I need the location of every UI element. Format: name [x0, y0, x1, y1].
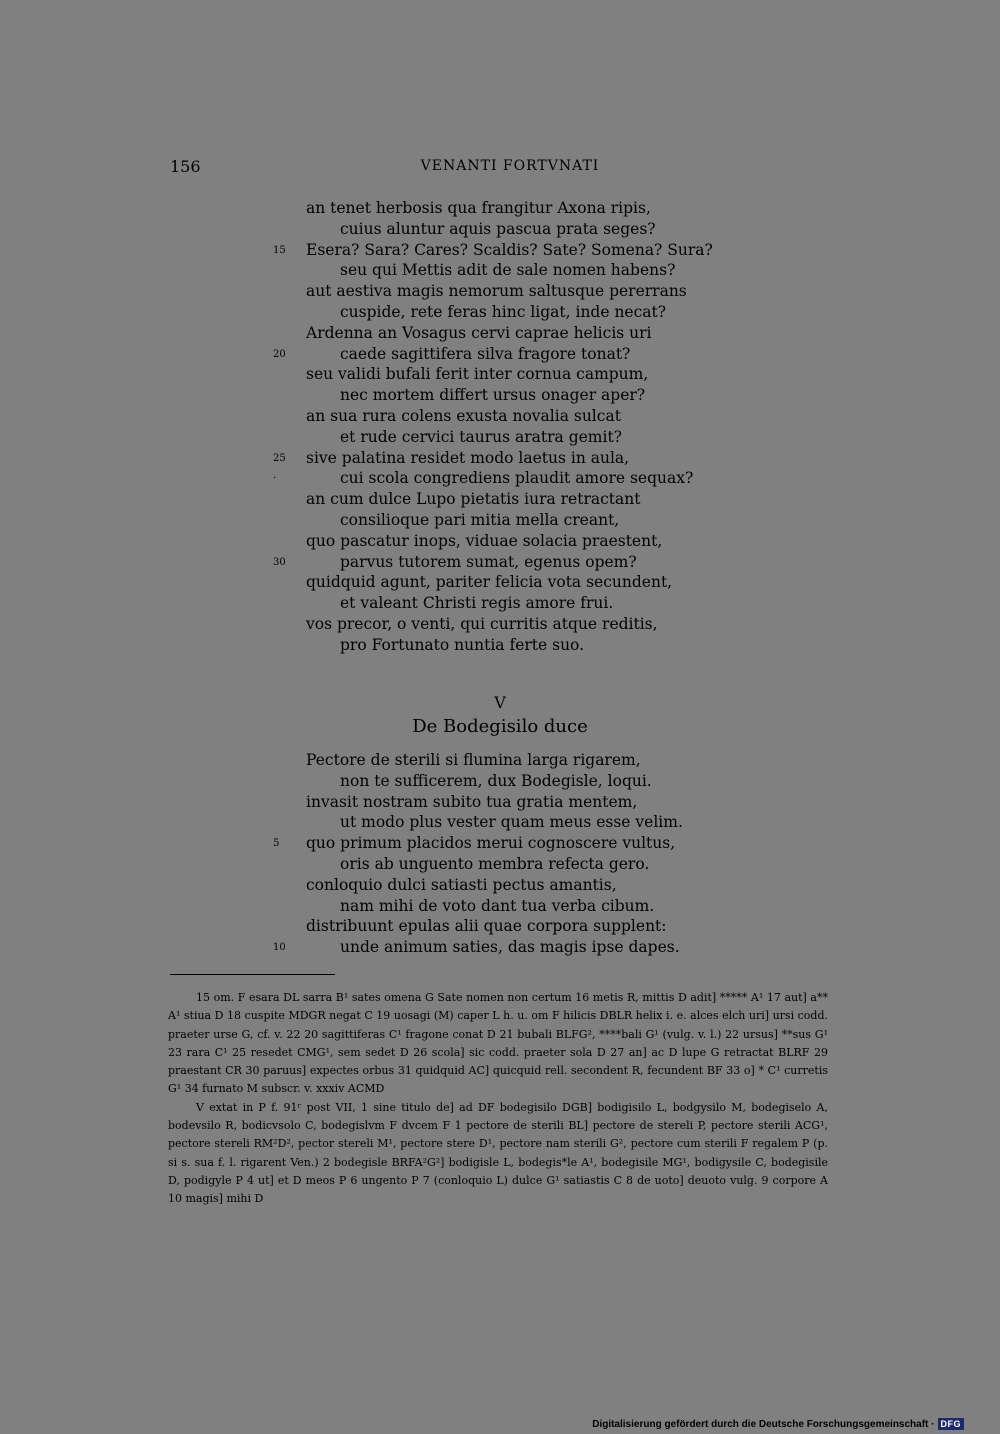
page-number: 156 [170, 157, 201, 176]
verse-line: non te sufficerem, dux Bodegisle, loqui. [340, 771, 652, 790]
line-number: 10 [273, 942, 286, 954]
verse-line: et valeant Christi regis amore frui. [340, 594, 614, 613]
verse-line: an cum dulce Lupo pietatis iura retractant [306, 490, 641, 509]
verse-line: cuius aluntur aquis pascua prata seges? [340, 219, 656, 238]
verse-line: oris ab unguento membra refecta gero. [340, 855, 650, 873]
verse-line: parvus tutorem sumat, egenus opem? [340, 552, 637, 571]
verse-line: seu qui Mettis adit de sale nomen habens? [340, 261, 676, 280]
line-number: · [273, 473, 277, 485]
verse-line: seu validi bufali ferit inter cornua campum, [306, 365, 649, 384]
line-number: 30 [273, 556, 286, 568]
line-number: 5 [273, 838, 280, 850]
verse-line: vos precor, o venti, qui curritis atque reditis, [306, 615, 658, 633]
verse-line: nam mihi de voto dant tua verba cibum. [340, 896, 655, 915]
verse-line: pro Fortunato nuntia ferte suo. [340, 635, 585, 654]
footnote-rule [170, 974, 335, 975]
verse-line: cuspide, rete feras hinc ligat, inde necat? [340, 303, 667, 321]
apparatus-paragraph-2: V extat in P f. 91ʳ post VII, 1 sine titulo de] ad DF bodegisilo DGB] bodigisilo L, bodgysilo M, bodegiselo A, bodevsilo R, bodicvsolo C, bodegislvm F dvcem F 1 pectore de sterili BL] pectore de stereli P, pectore sterili ACG¹, pectore stereli RM²D², pector stereli M¹, pectore stere D¹, pectore nam sterili G², pectore cum sterili F regalem P (p. si s. sua f. l. rigarent Ven.) 2 bodegisle BRFA²G²] bodigisle L, bodegis*le A¹, bodegisile MG¹, bodigysile C, bodegisile D, podigyle P 4 ut] et D meos P 6 ungento P 7 (conloquio L) dulce G¹ satiastis C 8 de uoto] deuoto vulg. 9 corpore A 10 magis] mihi D [168, 1100, 828, 1206]
verse-line: caede sagittifera silva fragore tonat? [340, 344, 631, 363]
verse-line: ut modo plus vester quam meus esse velim. [340, 813, 683, 832]
verse-line: consilioque pari mitia mella creant, [340, 511, 620, 529]
verse-line: conloquio dulci satiasti pectus amantis, [306, 875, 617, 894]
verse-line: nec mortem differt ursus onager aper? [340, 386, 646, 405]
verse-line: Pectore de sterili si flumina larga rigarem, [306, 751, 641, 769]
section-number: V [494, 693, 506, 712]
verse-line: et rude cervici taurus aratra gemit? [340, 427, 622, 446]
verse-line: cui scola congrediens plaudit amore sequax? [340, 469, 694, 488]
line-number: 20 [273, 348, 286, 360]
verse-line: aut aestiva magis nemorum saltusque pererrans [306, 282, 687, 301]
critical-apparatus [168, 989, 828, 1209]
dfg-logo: DFG [938, 1418, 965, 1430]
verse-line: invasit nostram subito tua gratia mentem, [306, 792, 638, 811]
verse-line: Esera? Sara? Cares? Scaldis? Sate? Somena? Sura? [306, 240, 713, 259]
verse-line: quidquid agunt, pariter felicia vota secundent, [306, 573, 673, 592]
line-number: 25 [273, 452, 286, 464]
funding-text: Digitalisierung gefördert durch die Deutsche Forschungsgemeinschaft · [592, 1419, 935, 1430]
verse-line: distribuunt epulas alii quae corpora supplent: [306, 917, 667, 936]
apparatus-paragraph-1: 15 om. F esara DL sarra B¹ sates omena G Sate nomen non certum 16 metis R, mittis D adit] ***** A¹ 17 aut] a** A¹ stiua D 18 cuspite MDGR negat C 19 uosagi (M) caper L h. u. om F hilicis DBLR helix i. e. alces elch uri] ursi codd. praeter urse G, cf. v. 22 20 sagittiferas C¹ fragone conat D 21 bubali BLFG², ****bali G¹ (vulg. v. l.) 22 ursus] **sus G¹ 23 rara C¹ 25 resedet CMG¹, sem sedet D 26 scola] sic codd. praeter sola D 27 an] ac D lupe G retractat BLRF 29 praestant CR 30 paruus] expectes orbus 31 quidquid AC] quicquid rell. secondent R, fecundent BF 33 o] * C¹ curretis G¹ 34 furnato M subscr. v. xxxiv ACMD [168, 991, 828, 1096]
verse-line: an sua rura colens exusta novalia sulcat [306, 407, 621, 425]
line-number: 15 [273, 244, 286, 256]
running-head: VENANTI FORTVNATI [420, 158, 600, 174]
verse-line: Ardenna an Vosagus cervi caprae helicis uri [306, 323, 652, 342]
poem-title: De Bodegisilo duce [412, 716, 588, 737]
verse-line: quo primum placidos merui cognoscere vultus, [306, 834, 676, 853]
verse-line: sive palatina residet modo laetus in aula, [306, 448, 630, 467]
verse-line: unde animum saties, das magis ipse dapes. [340, 938, 680, 957]
verse-line: an tenet herbosis qua frangitur Axona ripis, [306, 199, 651, 217]
funding-footer [592, 1418, 964, 1430]
verse-line: quo pascatur inops, viduae solacia praestent, [306, 531, 663, 550]
